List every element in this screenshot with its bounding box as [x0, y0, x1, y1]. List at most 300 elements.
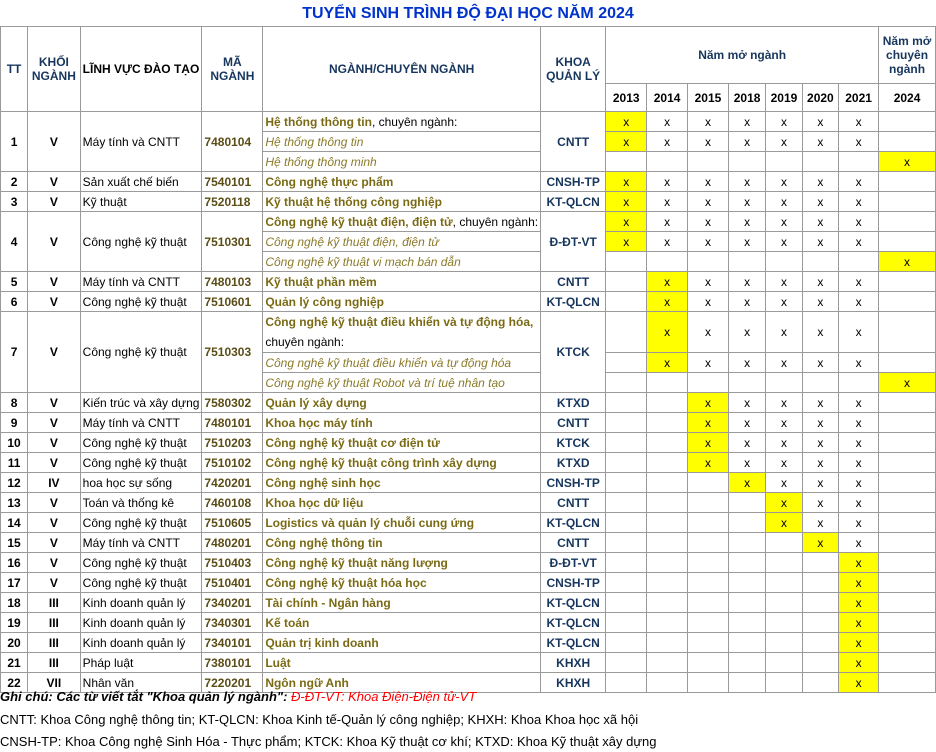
year-cell [606, 473, 647, 493]
nganh-text: Công nghệ kỹ thuật điều khiển và tự động hóa [265, 355, 512, 370]
table-row [1, 192, 936, 212]
year-cell [647, 373, 688, 393]
year-cell: x [728, 413, 765, 433]
nganh-text: Ngôn ngữ Anh [265, 675, 349, 690]
year-cell-highlight: x [839, 653, 879, 673]
year-cell [879, 272, 936, 292]
year-header: 2019 [766, 84, 802, 112]
khoi-nganh: V [28, 272, 81, 292]
year-cell: x [839, 393, 879, 413]
row-number: 5 [1, 272, 28, 292]
ma-nganh: 7340301 [202, 613, 263, 633]
ma-nganh: 7480103 [202, 272, 263, 292]
year-cell: x [839, 212, 879, 232]
year-cell: x [766, 453, 802, 473]
row-number: 6 [1, 292, 28, 312]
table-row [1, 172, 936, 192]
nganh-name [263, 292, 541, 312]
row-number: 2 [1, 172, 28, 192]
year-cell [647, 252, 688, 272]
table-row [1, 573, 936, 593]
nganh-text: Công nghệ kỹ thuật công trình xây dựng [265, 455, 497, 470]
khoa-quan-ly: Đ-ĐT-VT [541, 553, 606, 573]
year-cell-highlight: x [879, 373, 936, 393]
year-cell-highlight: x [802, 533, 838, 553]
year-cell [879, 553, 936, 573]
year-cell [688, 252, 729, 272]
year-cell-highlight: x [647, 312, 688, 353]
row-number: 10 [1, 433, 28, 453]
ma-nganh: 7420201 [202, 473, 263, 493]
year-cell-highlight: x [606, 212, 647, 232]
year-cell: x [839, 513, 879, 533]
table-row [1, 453, 936, 473]
year-cell: x [728, 232, 765, 252]
linh-vuc: Máy tính và CNTT [80, 413, 202, 433]
page-title: TUYỂN SINH TRÌNH ĐỘ ĐẠI HỌC NĂM 2024 [302, 5, 634, 22]
row-number: 3 [1, 192, 28, 212]
year-cell [879, 573, 936, 593]
table-row [1, 212, 936, 232]
khoa-quan-ly: KT-QLCN [541, 292, 606, 312]
row-number: 7 [1, 312, 28, 393]
year-cell [606, 573, 647, 593]
header-khoa: KHOA QUẢN LÝ [541, 27, 606, 112]
khoa-quan-ly: CNSH-TP [541, 473, 606, 493]
table-row [1, 413, 936, 433]
year-cell [879, 353, 936, 373]
table-row [1, 393, 936, 413]
note-line-3: CNSH-TP: Khoa Công nghệ Sinh Hóa - Thực phẩm; KTCK: Khoa Kỹ thuật cơ khí; KTXD: Khoa Kỹ thuật xây dựng [0, 734, 657, 749]
year-cell-highlight: x [879, 252, 936, 272]
nganh-text: Khoa học máy tính [265, 415, 373, 430]
year-cell-highlight: x [688, 433, 729, 453]
nganh-name [263, 212, 541, 232]
khoa-quan-ly: KT-QLCN [541, 613, 606, 633]
year-cell-highlight: x [647, 272, 688, 292]
nganh-suffix: , chuyên ngành: [452, 214, 539, 229]
year-cell: x [802, 192, 838, 212]
year-header: 2014 [647, 84, 688, 112]
year-cell: x [802, 172, 838, 192]
nganh-text: Công nghệ sinh học [265, 475, 381, 490]
year-cell: x [647, 132, 688, 152]
year-cell: x [688, 353, 729, 373]
year-cell: x [766, 413, 802, 433]
year-cell-highlight: x [839, 573, 879, 593]
year-cell: x [802, 413, 838, 433]
year-cell [688, 533, 729, 553]
year-cell-highlight: x [839, 553, 879, 573]
year-cell [647, 493, 688, 513]
year-cell [839, 152, 879, 172]
year-cell [802, 633, 838, 653]
table-row [1, 513, 936, 533]
nganh-suffix: , chuyên ngành: [371, 114, 458, 129]
year-cell: x [802, 232, 838, 252]
table-row [1, 633, 936, 653]
year-cell: x [688, 112, 729, 132]
year-cell [606, 353, 647, 373]
nganh-text: Hệ thống thông tin [265, 134, 364, 149]
year-header: 2015 [688, 84, 729, 112]
header-ma-nganh: MÃ NGÀNH [202, 27, 263, 112]
year-cell: x [802, 272, 838, 292]
year-cell [688, 573, 729, 593]
row-number: 4 [1, 212, 28, 272]
year-cell [606, 613, 647, 633]
year-cell: x [802, 433, 838, 453]
year-cell [802, 553, 838, 573]
khoi-nganh: V [28, 393, 81, 413]
khoa-quan-ly: KTCK [541, 312, 606, 393]
year-cell: x [766, 353, 802, 373]
year-cell: x [839, 413, 879, 433]
year-cell: x [766, 393, 802, 413]
nganh-text: Logistics và quản lý chuỗi cung ứng [265, 515, 475, 530]
nganh-text: Công nghệ kỹ thuật cơ điện tử [265, 435, 440, 450]
year-cell [879, 653, 936, 673]
nganh-name [263, 373, 541, 393]
ma-nganh: 7510203 [202, 433, 263, 453]
year-cell: x [688, 272, 729, 292]
year-cell [879, 513, 936, 533]
linh-vuc: Công nghệ kỹ thuật [80, 433, 202, 453]
year-cell: x [647, 172, 688, 192]
linh-vuc: Công nghệ kỹ thuật [80, 312, 202, 393]
year-cell: x [802, 353, 838, 373]
year-cell [879, 593, 936, 613]
year-cell: x [728, 212, 765, 232]
khoa-quan-ly: CNSH-TP [541, 172, 606, 192]
nganh-name [263, 232, 541, 252]
year-cell [839, 373, 879, 393]
nganh-name [263, 553, 541, 573]
nganh-name [263, 152, 541, 172]
year-cell [647, 152, 688, 172]
table-body [1, 112, 936, 693]
khoa-quan-ly: KT-QLCN [541, 633, 606, 653]
row-number: 17 [1, 573, 28, 593]
linh-vuc: Công nghệ kỹ thuật [80, 553, 202, 573]
note-label: Ghi chú: Các từ viết tắt "Khoa quản lý ngành": [0, 689, 292, 704]
nganh-name [263, 272, 541, 292]
year-cell: x [766, 433, 802, 453]
nganh-text: Công nghệ kỹ thuật điện, điện tử [265, 214, 453, 229]
year-cell [606, 152, 647, 172]
row-number: 18 [1, 593, 28, 613]
khoa-quan-ly: KTCK [541, 433, 606, 453]
khoa-quan-ly: CNTT [541, 413, 606, 433]
nganh-text: Quản lý công nghiệp [265, 294, 384, 309]
year-cell [879, 413, 936, 433]
year-cell: x [688, 212, 729, 232]
year-header: 2021 [839, 84, 879, 112]
year-cell: x [728, 433, 765, 453]
year-cell [647, 553, 688, 573]
table-row [1, 553, 936, 573]
year-cell [606, 272, 647, 292]
nganh-text: Kế toán [265, 615, 310, 630]
year-header: 2013 [606, 84, 647, 112]
year-cell [647, 393, 688, 413]
nganh-name [263, 453, 541, 473]
year-cell: x [766, 312, 802, 353]
year-cell [879, 473, 936, 493]
row-number: 8 [1, 393, 28, 413]
year-cell-highlight: x [839, 673, 879, 693]
linh-vuc: Máy tính và CNTT [80, 272, 202, 292]
year-cell [606, 393, 647, 413]
ma-nganh: 7510403 [202, 553, 263, 573]
year-cell [879, 232, 936, 252]
year-cell: x [839, 272, 879, 292]
header-linh-vuc: LĨNH VỰC ĐÀO TẠO [80, 27, 202, 112]
year-cell: x [802, 212, 838, 232]
year-cell [766, 573, 802, 593]
year-cell [688, 152, 729, 172]
year-cell [728, 152, 765, 172]
linh-vuc: Công nghệ kỹ thuật [80, 513, 202, 533]
nganh-text: Công nghệ kỹ thuật hóa học [265, 575, 427, 590]
table-row [1, 653, 936, 673]
header-tt: TT [1, 27, 28, 112]
ma-nganh: 7220201 [202, 673, 263, 693]
year-cell [879, 132, 936, 152]
ma-nganh: 7510601 [202, 292, 263, 312]
year-cell [766, 593, 802, 613]
year-cell: x [766, 272, 802, 292]
nganh-text: Quản trị kinh doanh [265, 635, 379, 650]
year-cell-highlight: x [647, 292, 688, 312]
year-cell [879, 393, 936, 413]
year-cell [879, 493, 936, 513]
nganh-name [263, 252, 541, 272]
khoa-quan-ly: KTXD [541, 393, 606, 413]
year-cell: x [802, 513, 838, 533]
year-cell: x [766, 192, 802, 212]
khoi-nganh: IV [28, 473, 81, 493]
nganh-name [263, 312, 541, 353]
year-cell [728, 533, 765, 553]
year-cell [766, 553, 802, 573]
year-cell [688, 493, 729, 513]
year-cell: x [802, 493, 838, 513]
year-cell: x [728, 453, 765, 473]
ma-nganh: 7340201 [202, 593, 263, 613]
header-khoi-nganh: KHỐI NGÀNH [28, 27, 81, 112]
year-cell-highlight: x [606, 112, 647, 132]
nganh-text: Công nghệ thực phẩm [265, 174, 394, 189]
year-cell: x [728, 132, 765, 152]
linh-vuc: Công nghệ kỹ thuật [80, 573, 202, 593]
nganh-name [263, 633, 541, 653]
khoa-quan-ly: KHXH [541, 673, 606, 693]
khoi-nganh: V [28, 493, 81, 513]
year-cell [728, 513, 765, 533]
year-cell: x [728, 192, 765, 212]
year-cell: x [688, 292, 729, 312]
nganh-name [263, 653, 541, 673]
linh-vuc: Kinh doanh quản lý [80, 593, 202, 613]
year-cell: x [802, 393, 838, 413]
header-nganh: NGÀNH/CHUYÊN NGÀNH [263, 27, 541, 112]
header-nam-mo-chuyen-nganh: Năm mở chuyên ngành [879, 27, 936, 84]
year-cell [879, 312, 936, 353]
year-cell [802, 653, 838, 673]
nganh-text: Kỹ thuật phần mềm [265, 274, 377, 289]
linh-vuc: Toán và thống kê [80, 493, 202, 513]
year-cell: x [647, 212, 688, 232]
year-cell [802, 593, 838, 613]
nganh-name [263, 473, 541, 493]
year-cell-highlight: x [839, 633, 879, 653]
year-cell [766, 252, 802, 272]
year-cell [647, 633, 688, 653]
row-number: 13 [1, 493, 28, 513]
year-cell [879, 533, 936, 553]
year-cell: x [766, 132, 802, 152]
nganh-name [263, 613, 541, 633]
year-cell [728, 252, 765, 272]
khoi-nganh: V [28, 533, 81, 553]
year-cell [606, 513, 647, 533]
ma-nganh: 7480104 [202, 112, 263, 172]
row-number: 11 [1, 453, 28, 473]
row-number: 20 [1, 633, 28, 653]
year-cell [647, 533, 688, 553]
year-cell [728, 493, 765, 513]
year-cell: x [728, 172, 765, 192]
nganh-text: Công nghệ kỹ thuật điều khiển và tự động hóa, [265, 315, 534, 329]
year-cell [728, 653, 765, 673]
year-cell-highlight: x [688, 393, 729, 413]
nganh-text: Công nghệ kỹ thuật vi mạch bán dẫn [265, 254, 461, 269]
year-cell [879, 212, 936, 232]
year-cell: x [728, 353, 765, 373]
year-cell: x [802, 112, 838, 132]
linh-vuc: Máy tính và CNTT [80, 533, 202, 553]
table-row [1, 533, 936, 553]
year-cell-highlight: x [839, 593, 879, 613]
year-cell [606, 633, 647, 653]
ma-nganh: 7510401 [202, 573, 263, 593]
table-row [1, 312, 936, 353]
year-cell: x [839, 192, 879, 212]
year-cell-highlight: x [606, 232, 647, 252]
year-cell: x [766, 473, 802, 493]
year-cell: x [839, 493, 879, 513]
year-cell [647, 513, 688, 533]
year-cell [647, 573, 688, 593]
nganh-name [263, 112, 541, 132]
nganh-name [263, 573, 541, 593]
year-cell [606, 373, 647, 393]
year-cell: x [647, 112, 688, 132]
year-cell [647, 453, 688, 473]
year-cell [606, 292, 647, 312]
year-cell [802, 573, 838, 593]
nganh-text: Hệ thống thông minh [265, 154, 377, 169]
ma-nganh: 7480101 [202, 413, 263, 433]
ma-nganh: 7460108 [202, 493, 263, 513]
year-cell-highlight: x [766, 493, 802, 513]
year-cell: x [839, 473, 879, 493]
linh-vuc: Kỹ thuật [80, 192, 202, 212]
year-cell: x [728, 112, 765, 132]
khoa-quan-ly: CNSH-TP [541, 573, 606, 593]
khoa-quan-ly: CNTT [541, 272, 606, 292]
year-cell: x [647, 232, 688, 252]
linh-vuc: Máy tính và CNTT [80, 112, 202, 172]
nganh-name [263, 493, 541, 513]
linh-vuc: Sản xuất chế biến [80, 172, 202, 192]
linh-vuc: hoa học sự sống [80, 473, 202, 493]
ma-nganh: 7510303 [202, 312, 263, 393]
nganh-text: Kỹ thuật hệ thống công nghiệp [265, 194, 442, 209]
ma-nganh: 7340101 [202, 633, 263, 653]
year-cell [802, 613, 838, 633]
year-cell: x [647, 192, 688, 212]
year-cell [766, 533, 802, 553]
year-cell-highlight: x [766, 513, 802, 533]
nganh-name [263, 513, 541, 533]
year-cell [879, 172, 936, 192]
header-nam-mo-nganh: Năm mở ngành [606, 27, 879, 84]
table-row [1, 433, 936, 453]
ma-nganh: 7510102 [202, 453, 263, 473]
year-cell: x [839, 132, 879, 152]
year-cell [728, 633, 765, 653]
table-row [1, 292, 936, 312]
nganh-name [263, 192, 541, 212]
note-line-2: CNTT: Khoa Công nghệ thông tin; KT-QLCN: Khoa Kinh tế-Quản lý công nghiệp; KHXH: Khoa Khoa học xã hội [0, 712, 639, 727]
khoi-nganh: V [28, 453, 81, 473]
year-cell: x [802, 312, 838, 353]
year-cell: x [688, 232, 729, 252]
year-cell-highlight: x [688, 413, 729, 433]
nganh-text: Công nghệ kỹ thuật điện, điện tử [265, 234, 440, 249]
table-row [1, 493, 936, 513]
year-cell [839, 252, 879, 272]
year-cell [606, 252, 647, 272]
year-cell [688, 473, 729, 493]
nganh-name [263, 132, 541, 152]
year-cell [647, 613, 688, 633]
ma-nganh: 7510605 [202, 513, 263, 533]
year-header: 2018 [728, 84, 765, 112]
nganh-text: Công nghệ kỹ thuật Robot và trí tuệ nhân tạo [265, 375, 505, 390]
khoi-nganh: V [28, 413, 81, 433]
khoi-nganh: V [28, 112, 81, 172]
year-cell [606, 593, 647, 613]
khoa-quan-ly: KT-QLCN [541, 513, 606, 533]
year-cell [879, 112, 936, 132]
khoa-quan-ly: CNTT [541, 112, 606, 172]
khoa-quan-ly: KT-QLCN [541, 192, 606, 212]
year-cell [606, 453, 647, 473]
row-number: 22 [1, 673, 28, 693]
nganh-text: Công nghệ thông tin [265, 535, 383, 550]
year-cell [688, 513, 729, 533]
khoi-nganh: III [28, 613, 81, 633]
linh-vuc: Kinh doanh quản lý [80, 613, 202, 633]
table-row [1, 613, 936, 633]
year-cell [802, 373, 838, 393]
table-row [1, 473, 936, 493]
note-red: Đ-ĐT-VT: Khoa Điện-Điện tử-VT [291, 689, 477, 704]
year-cell: x [766, 112, 802, 132]
